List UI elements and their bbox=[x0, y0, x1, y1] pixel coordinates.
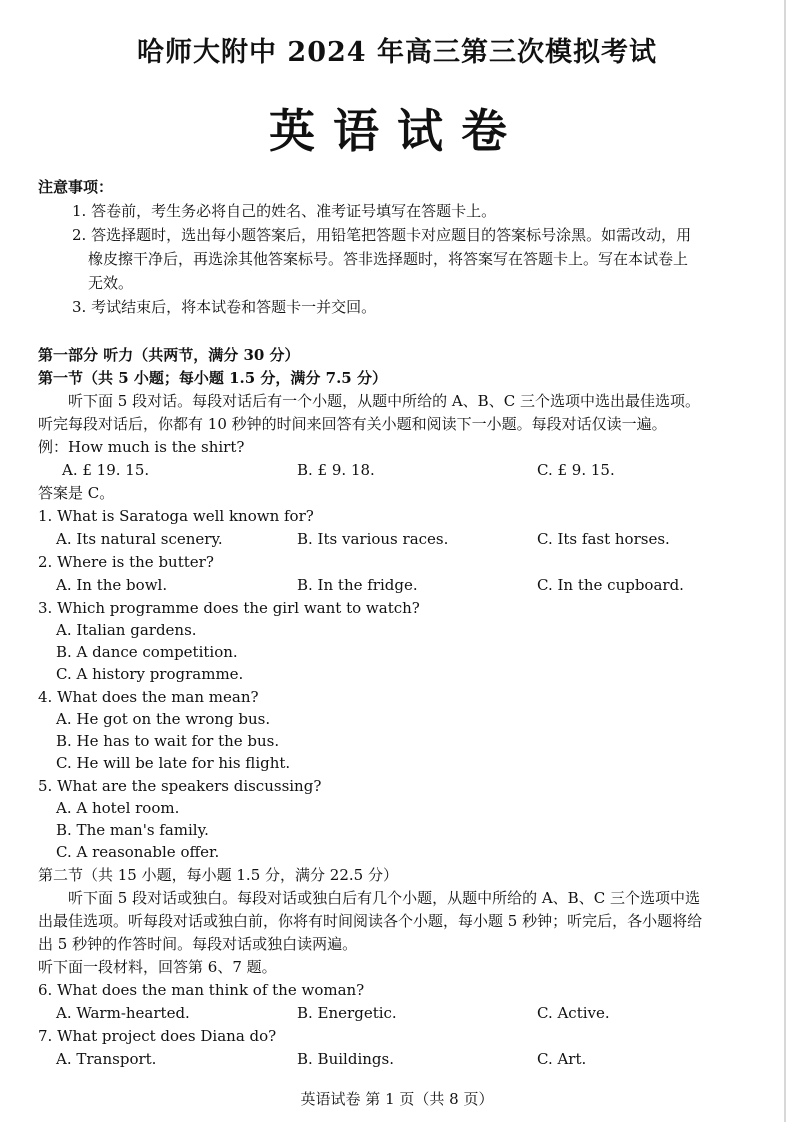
q3-option-a: A. Italian gardens. bbox=[56, 621, 197, 639]
q3-option-c: C. A history programme. bbox=[56, 665, 244, 683]
example-option-a: A. £ 19. 15. bbox=[62, 461, 150, 479]
q7-option-c: C. Art. bbox=[537, 1050, 587, 1068]
section1-instruction: 听下面 5 段对话。每段对话后有一个小题，从题中所给的 A、B、C 三个选项中选出最佳选项。 bbox=[68, 392, 700, 410]
question-4: 4. What does the man mean? bbox=[38, 688, 259, 706]
notes-item: 无效。 bbox=[88, 274, 134, 292]
page-footer: 英语试卷 第 1 页（共 8 页） bbox=[300, 1090, 494, 1108]
paper-title: 英语试卷 bbox=[269, 104, 525, 158]
q5-option-b: B. The man's family. bbox=[56, 821, 209, 839]
notes-item: 2. 答选择题时，选出每小题答案后，用铅笔把答题卡对应题目的答案标号涂黑。如需改动，用 bbox=[72, 226, 692, 244]
question-3: 3. Which programme does the girl want to watch? bbox=[38, 599, 420, 617]
example-question: 例：How much is the shirt? bbox=[38, 438, 245, 456]
notes-item: 3. 考试结束后，将本试卷和答题卡一并交回。 bbox=[72, 298, 377, 316]
question-6: 6. What does the man think of the woman? bbox=[38, 981, 365, 999]
q1-option-a: A. Its natural scenery. bbox=[56, 530, 223, 548]
q5-option-c: C. A reasonable offer. bbox=[56, 843, 220, 861]
notes-item: 橡皮擦干净后，再选涂其他答案标号。答非选择题时，将答案写在答题卡上。写在本试卷上 bbox=[88, 250, 689, 268]
example-answer: 答案是 C。 bbox=[38, 484, 115, 502]
q1-option-b: B. Its various races. bbox=[297, 530, 449, 548]
q5-option-a: A. A hotel room. bbox=[56, 799, 180, 817]
section2-heading: 第二节（共 15 小题，每小题 1.5 分，满分 22.5 分） bbox=[38, 866, 398, 884]
question-2: 2. Where is the butter? bbox=[38, 553, 214, 571]
section1-instruction: 听完每段对话后，你都有 10 秒钟的时间来回答有关小题和阅读下一小题。每段对话仅读一遍。 bbox=[38, 415, 667, 433]
part1-heading: 第一部分 听力（共两节，满分 30 分） bbox=[38, 346, 300, 364]
q7-option-b: B. Buildings. bbox=[297, 1050, 394, 1068]
notes-heading: 注意事项： bbox=[38, 178, 114, 196]
q6-option-c: C. Active. bbox=[537, 1004, 610, 1022]
material-note: 听下面一段材料，回答第 6、7 题。 bbox=[38, 958, 277, 976]
q3-option-b: B. A dance competition. bbox=[56, 643, 238, 661]
question-1: 1. What is Saratoga well known for? bbox=[38, 507, 314, 525]
exam-title: 哈师大附中 2024 年高三第三次模拟考试 bbox=[137, 37, 657, 68]
section2-instruction: 出最佳选项。听每段对话或独白前，你将有时间阅读各个小题，每小题 5 秒钟；听完后，各小题将给 bbox=[38, 912, 703, 930]
q6-option-a: A. Warm-hearted. bbox=[56, 1004, 190, 1022]
q6-option-b: B. Energetic. bbox=[297, 1004, 397, 1022]
q2-option-b: B. In the fridge. bbox=[297, 576, 418, 594]
question-7: 7. What project does Diana do? bbox=[38, 1027, 277, 1045]
question-5: 5. What are the speakers discussing? bbox=[38, 777, 322, 795]
notes-item: 1. 答卷前，考生务必将自己的姓名、准考证号填写在答题卡上。 bbox=[72, 202, 497, 220]
q7-option-a: A. Transport. bbox=[56, 1050, 157, 1068]
q4-option-a: A. He got on the wrong bus. bbox=[56, 710, 271, 728]
q2-option-c: C. In the cupboard. bbox=[537, 576, 684, 594]
section1-heading: 第一节（共 5 小题；每小题 1.5 分，满分 7.5 分） bbox=[38, 369, 387, 387]
example-option-c: C. £ 9. 15. bbox=[537, 461, 615, 479]
example-option-b: B. £ 9. 18. bbox=[297, 461, 375, 479]
section2-instruction: 出 5 秒钟的作答时间。每段对话或独白读两遍。 bbox=[38, 935, 358, 953]
page-edge-divider bbox=[784, 0, 786, 1122]
q1-option-c: C. Its fast horses. bbox=[537, 530, 670, 548]
q2-option-a: A. In the bowl. bbox=[56, 576, 168, 594]
section2-instruction: 听下面 5 段对话或独白。每段对话或独白后有几个小题，从题中所给的 A、B、C 三个选项中选 bbox=[68, 889, 700, 907]
q4-option-c: C. He will be late for his flight. bbox=[56, 754, 291, 772]
q4-option-b: B. He has to wait for the bus. bbox=[56, 732, 280, 750]
